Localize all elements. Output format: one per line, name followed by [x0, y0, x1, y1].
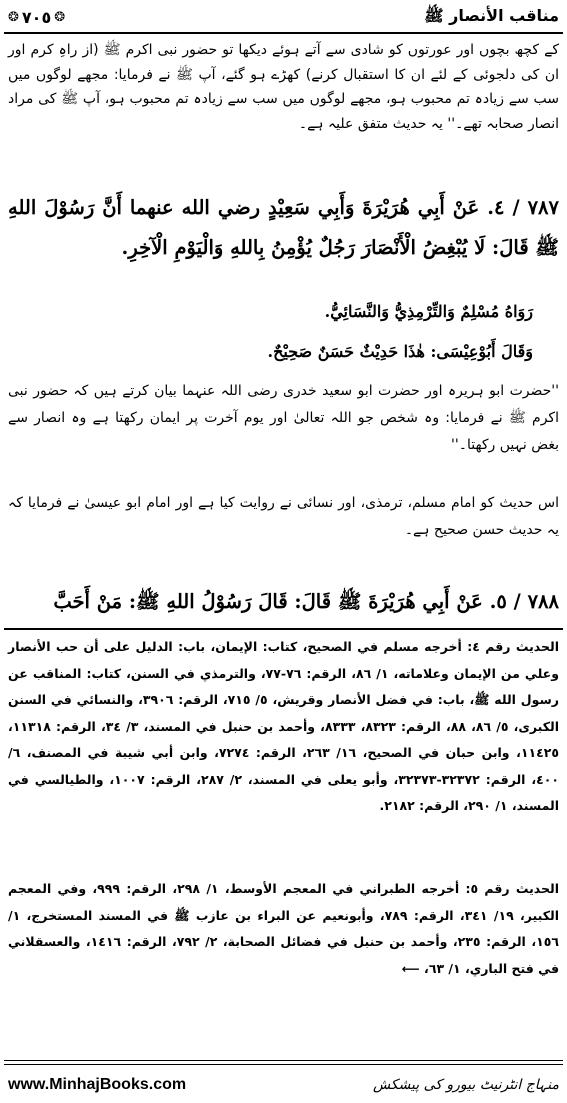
page-footer	[8, 1072, 559, 1098]
hadith-787-grading: وَقَالَ أَبُوْعِيْسَى: هٰذَا حَدِيْثٌ حَسَنٌ صَحِيْحٌ.	[267, 342, 533, 361]
hadith-787-urdu-translation: ''حضرت ابو ہریرہ اور حضرت ابو سعید خدری رضی اللہ عنہما بیان کرتے ہیں کہ حضور نبی اکرم ﷺ نے فرمایا: وہ شخص جو اللہ تعالیٰ اور یوم آخرت پر ایمان رکھتا ہے وہ انصار سے بغض نہیں رکھتا۔''	[8, 383, 559, 453]
hadith-787-arabic: ٧٨٧ / ٤. عَنْ أَبِي هُرَيْرَةَ وَأَبِي سَعِيْدٍ رضي الله عنهما أَنَّ رَسُوْلَ اللهِ ﷺ قَالَ: لَا يُبْغِضُ الْأَنْصَارَ رَجُلٌ يُؤْمِنُ بِاللهِ وَالْيَوْمِ الْآخِرِ.	[8, 196, 559, 259]
page-number: ٧٠٥	[21, 7, 52, 27]
hadith-787-urdu-grading: اس حدیث کو امام مسلم، ترمذی، اور نسائی نے روایت کیا ہے اور امام ابو عیسیٰ نے فرمایا کہ یہ حدیث حسن صحیح ہے۔	[8, 495, 559, 538]
header-rule	[4, 32, 563, 34]
urdu-intro-paragraph: کے کچھ بچوں اور عورتوں کو شادی سے آتے ہوئے دیکھا تو حضور نبی اکرم ﷺ (از راہِ کرم اور ان کی دلجوئی کے لئے ان کا استقبال کرنے) کھڑے ہو گئے، آپ ﷺ نے فرمایا: مجھے لوگوں میں سب سے زیادہ تم محبوب ہو، مجھے لوگوں میں سب سے زیادہ تم محبوب ہو، آپ ﷺ کی مراد انصار صحابہ تھے۔'' یہ حدیث متفق علیہ ہے۔	[8, 42, 559, 132]
hadith-788-arabic: ٧٨٨ / ٥. عَنْ أَبِي هُرَيْرَةَ ﷺ قَالَ: قَالَ رَسُوْلُ اللهِ ﷺ: مَنْ أَحَبَّ	[53, 590, 559, 613]
footnote-separator	[4, 628, 563, 630]
website-url: www.MinhajBooks.com	[8, 1076, 187, 1093]
footnote-1: الحديث رقم ٤: أخرجه مسلم في الصحيح، كتاب: الإيمان، باب: الدليل على أن حب الأنصار وعلي من الإيمان وعلاماته، ١/ ٨٦، الرقم: ٧٦-٧٧، والترمذي في السنن، كتاب: المناقب عن رسول الله ﷺ، باب: في فضل الأنصار وقريش، ٥/ ٧١٥، الرقم: ٣٩٠٦، والنسائي في السنن الكبرى، ٥/ ٨٦، ٨٨، الرقم: ٨٣٢٣، ٨٣٣٣، وأحمد بن حنبل في المسند، ٣/ ٣٤، الرقم: ١١٣١٨، ١١٤٢٥، وابن حبان في الصحيح، ١٦/ ٢٦٣، الرقم: ٧٢٧٤، وابن أبي شيبة في المصنف، ٦/ ٤٠٠، الرقم: ٣٢٣٧٢-٣٢٣٧٣، وأبو يعلى في المسند، ٢/ ٢٨٧، الرقم: ١٠٠٧، والطيالسي في المسند، ١/ ٢٩٠، الرقم: ٢١٨٢.	[8, 639, 559, 813]
page-header	[8, 4, 559, 30]
chapter-title: مناقب الأنصار ﷺ	[424, 5, 559, 25]
publisher-note: منہاج انٹرنیٹ بیورو کی پیشکش	[372, 1077, 559, 1093]
hadith-787-narrators: رَوَاهُ مُسْلِمٌ وَالتِّرْمِذِيُّ وَالنَّسَائِيُّ.	[324, 302, 533, 321]
footnote-2: الحديث رقم ٥: أخرجه الطبراني في المعجم الأوسط، ١/ ٢٩٨، الرقم: ٩٩٩، وفي المعجم الكبير، ١٩/ ٣٤١، الرقم: ٧٨٩، وأبونعيم عن البراء بن عازب ﷺ في المسند المستخرج، ١/ ١٥٦، الرقم: ٢٣٥، وأحمد بن حنبل في فضائل الصحابة، ٢/ ٧٩٢، الرقم: ١٤١٦، والعسقلاني في فتح الباري، ١/ ٦٣، ⟵	[8, 881, 559, 976]
footer-rule	[4, 1060, 563, 1065]
page-number-box	[8, 8, 65, 27]
ornament-right-icon: ❂	[54, 9, 66, 25]
ornament-left-icon: ❂	[8, 9, 19, 25]
